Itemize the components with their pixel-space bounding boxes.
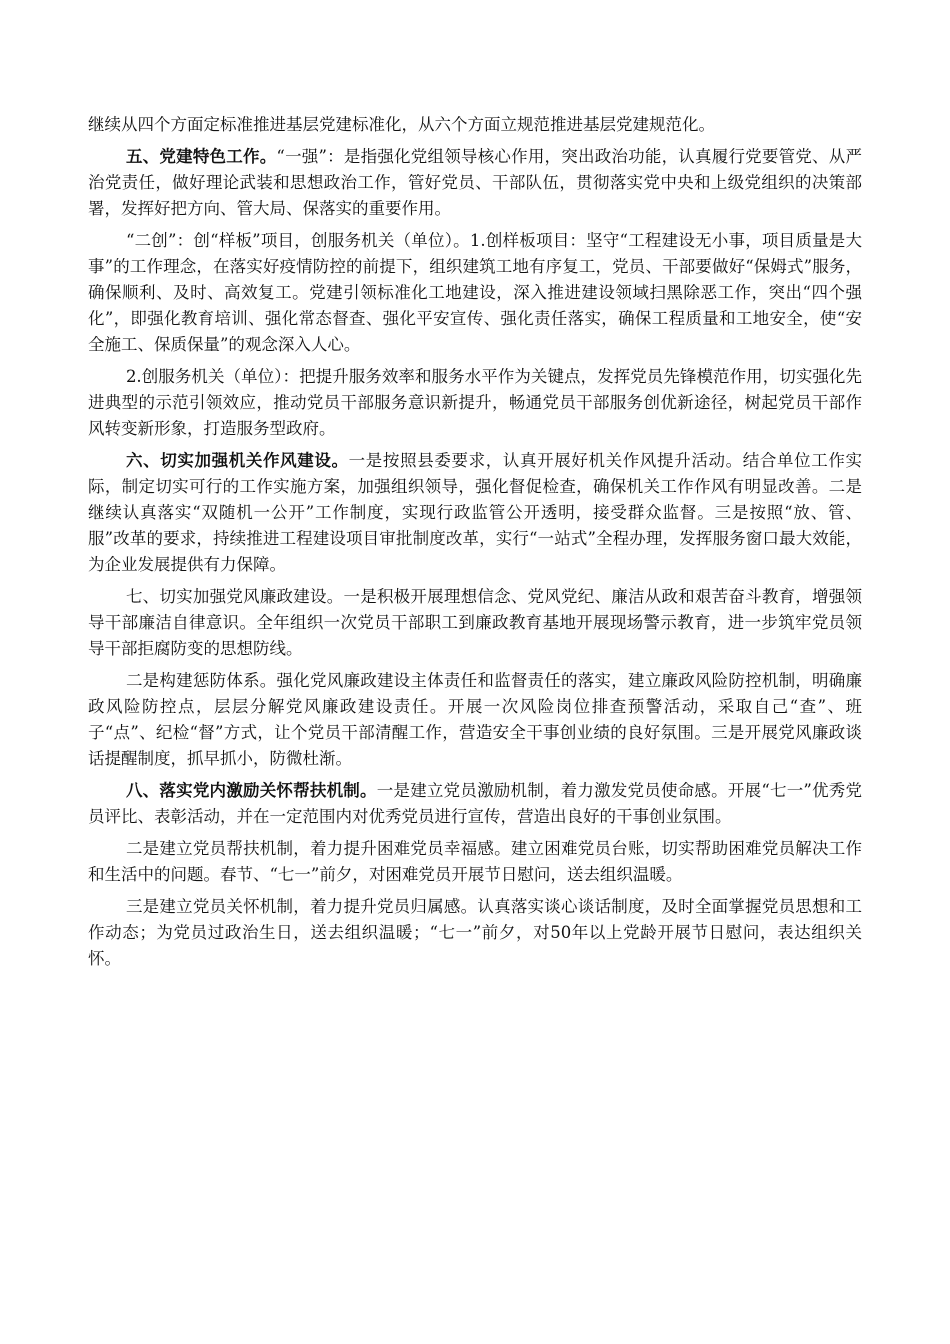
paragraph-text: “一强”：是指强化党组领导核心作用，突出政治功能，认真履行党要管党、从严治党责任，做好理论武装和思想政治工作，管好党员、干部队伍，贯彻落实党中央和上级党组织的决策部署，发挥好把方向、管大局、保落实的重要作用。 <box>88 147 862 218</box>
paragraph-text: 三是建立党员关怀机制，着力提升党员归属感。认真落实谈心谈话制度，及时全面掌握党员思想和工作动态；为党员过政治生日，送去组织温暖；“七一”前夕，对50年以上党龄开展节日慰问，表达组织关怀。 <box>88 897 862 968</box>
paragraph-text: 2.创服务机关（单位）：把提升服务效率和服务水平作为关键点，发挥党员先锋模范作用，切实强化先进典型的示范引领效应，推动党员干部服务意识新提升，畅通党员干部服务创优新途径，树起党员干部作风转变新形象，打造服务型政府。 <box>88 367 862 438</box>
paragraph-prevention-system <box>88 668 862 772</box>
paragraph-text: 一是建立党员激励机制，着力激发党员使命感。开展“七一”优秀党员评比、表彰活动，并在一定范围内对优秀党员进行宣传，营造出良好的干事创业氛围。 <box>88 781 863 826</box>
paragraph-text: 七、切实加强党风廉政建设。一是积极开展理想信念、党风党纪、廉洁从政和艰苦奋斗教育，增强领导干部廉洁自律意识。全年组织一次党员干部职工到廉政教育基地开展现场警示教育，进一步筑牢党员领导干部拒腐防变的思想防线。 <box>88 587 862 658</box>
paragraph-care-mechanism <box>88 894 862 972</box>
paragraph-text: “二创”：创“样板”项目，创服务机关（单位）。1.创样板项目：坚守“工程建设无小事，项目质量是大事”的工作理念，在落实好疫情防控的前提下，组织建筑工地有序复工，党员、干部要做好“保姆式”服务，确保顺利、及时、高效复工。党建引领标准化工地建设，深入推进建设领域扫黑除恶工作，突出“四个强化”，即强化教育培训、强化常态督查、强化平安宣传、强化责任落实，确保工程质量和工地安全，使“安全施工、保质保量”的观念深入人心。 <box>88 231 862 354</box>
paragraph-text: 二是建立党员帮扶机制，着力提升困难党员幸福感。建立困难党员台账，切实帮助困难党员解决工作和生活中的问题。春节、“七一”前夕，对困难党员开展节日慰问，送去组织温暖。 <box>88 839 862 884</box>
document-body <box>88 112 862 978</box>
paragraph-section-6 <box>88 448 862 578</box>
paragraph-er-chuang <box>88 228 862 358</box>
paragraph-text: 一是按照县委要求，认真开展好机关作风提升活动。结合单位工作实际，制定切实可行的工作实施方案，加强组织领导，强化督促检查，确保机关工作作风有明显改善。二是继续认真落实“双随机一公开”工作制度，实现行政监管公开透明，接受群众监督。三是按照“放、管、服”改革的要求，持续推进工程建设项目审批制度改革，实行“一站式”全程办理，发挥服务窗口最大效能，为企业发展提供有力保障。 <box>88 451 863 574</box>
section-heading: 五、党建特色工作。 <box>125 147 277 166</box>
paragraph-text: 继续从四个方面定标准推进基层党建标准化，从六个方面立规范推进基层党建规范化。 <box>88 115 715 134</box>
paragraph-assistance-mechanism <box>88 836 862 888</box>
section-heading: 六、切实加强机关作风建设。 <box>125 451 349 470</box>
section-heading: 八、落实党内激励关怀帮扶机制。 <box>125 781 377 800</box>
paragraph-section-5 <box>88 144 862 222</box>
paragraph-section-7 <box>88 584 862 662</box>
paragraph-continuation <box>88 112 862 138</box>
paragraph-section-8 <box>88 778 862 830</box>
paragraph-text: 二是构建惩防体系。强化党风廉政建设主体责任和监督责任的落实，建立廉政风险防控机制，明确廉政风险防控点，层层分解党风廉政建设责任。开展一次风险岗位排查预警活动，采取自己“查”、班子“点”、纪检“督”方式，让个党员干部清醒工作，营造安全干事创业绩的良好氛围。三是开展党风廉政谈话提醒制度，抓早抓小，防微杜渐。 <box>88 671 862 768</box>
paragraph-service-agency <box>88 364 862 442</box>
